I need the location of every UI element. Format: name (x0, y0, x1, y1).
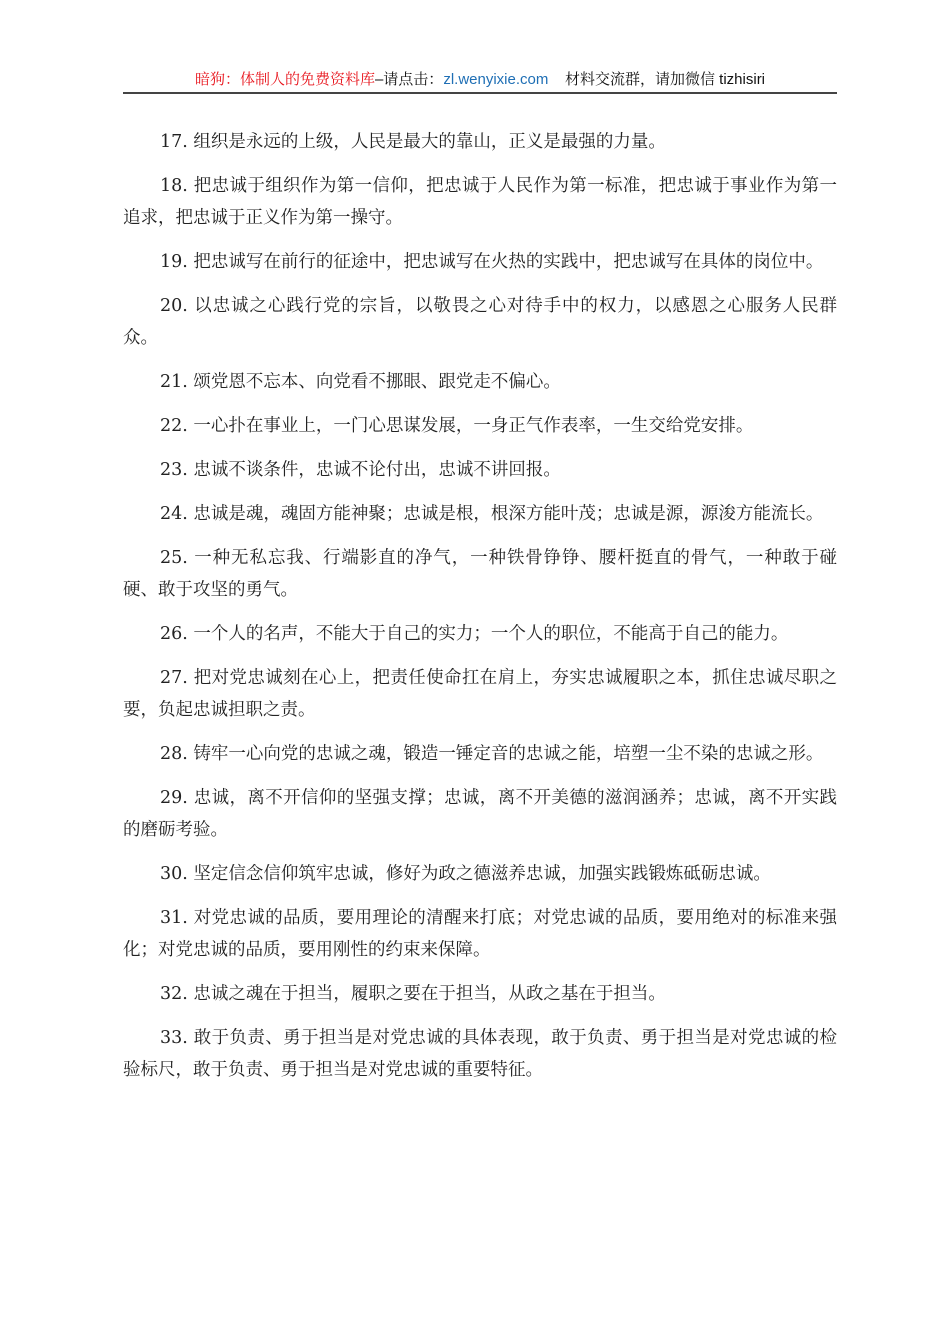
paragraph: 32. 忠诚之魂在于担当，履职之要在于担当，从政之基在于担当。 (160, 984, 666, 1004)
paragraph: 19. 把忠诚写在前行的征途中，把忠诚写在火热的实践中，把忠诚写在具体的岗位中。 (160, 252, 824, 272)
paragraph: 30. 坚定信念信仰筑牢忠诚，修好为政之德滋养忠诚，加强实践锻炼砥砺忠诚。 (160, 864, 771, 884)
paragraph: 31. 对党忠诚的品质，要用理论的清醒来打底；对党忠诚的品质，要用绝对的标准来强化；对党忠诚的品质，要用刚性的约束来保障。 (123, 908, 837, 960)
paragraph: 23. 忠诚不谈条件，忠诚不论付出，忠诚不讲回报。 (160, 460, 561, 480)
paragraph: 20. 以忠诚之心践行党的宗旨，以敬畏之心对待手中的权力，以感恩之心服务人民群众。 (123, 296, 837, 348)
paragraph: 26. 一个人的名声，不能大于自己的实力；一个人的职位，不能高于自己的能力。 (160, 624, 789, 644)
document-body (123, 126, 837, 1098)
paragraph: 27. 把对党忠诚刻在心上，把责任使命扛在肩上，夯实忠诚履职之本，抓住忠诚尽职之要，负起忠诚担职之责。 (123, 668, 837, 720)
paragraph: 29. 忠诚，离不开信仰的坚强支撑；忠诚，离不开美德的滋润涵养；忠诚，离不开实践的磨砺考验。 (123, 788, 837, 840)
site-name: 暗狗：体制人的免费资料库 (194, 71, 375, 88)
paragraph: 24. 忠诚是魂，魂固方能神聚；忠诚是根，根深方能叶茂；忠诚是源，源浚方能流长。 (160, 504, 824, 524)
paragraph: 18. 把忠诚于组织作为第一信仰，把忠诚于人民作为第一标准，把忠诚于事业作为第一追求，把忠诚于正义作为第一操守。 (123, 176, 837, 228)
paragraph: 25. 一种无私忘我、行端影直的净气，一种铁骨铮铮、腰杆挺直的骨气，一种敢于碰硬、敢于攻坚的勇气。 (123, 548, 837, 600)
site-url-link[interactable]: zl.wenyixie.com (443, 71, 549, 88)
paragraph: 22. 一心扑在事业上，一门心思谋发展，一身正气作表率，一生交给党安排。 (160, 416, 754, 436)
contact-info: 材料交流群，请加微信 tizhisiri (565, 71, 766, 88)
paragraph: 28. 铸牢一心向党的忠诚之魂，锻造一锤定音的忠诚之能，培塑一尘不染的忠诚之形。 (160, 744, 824, 764)
click-prompt: –请点击： (374, 71, 444, 88)
paragraph: 33. 敢于负责、勇于担当是对党忠诚的具体表现，敢于负责、勇于担当是对党忠诚的检验标尺，敢于负责、勇于担当是对党忠诚的重要特征。 (123, 1028, 837, 1080)
paragraph: 17. 组织是永远的上级，人民是最大的靠山，正义是最强的力量。 (160, 132, 666, 152)
page-header (123, 68, 837, 94)
paragraph: 21. 颂党恩不忘本、向党看不挪眼、跟党走不偏心。 (160, 372, 561, 392)
